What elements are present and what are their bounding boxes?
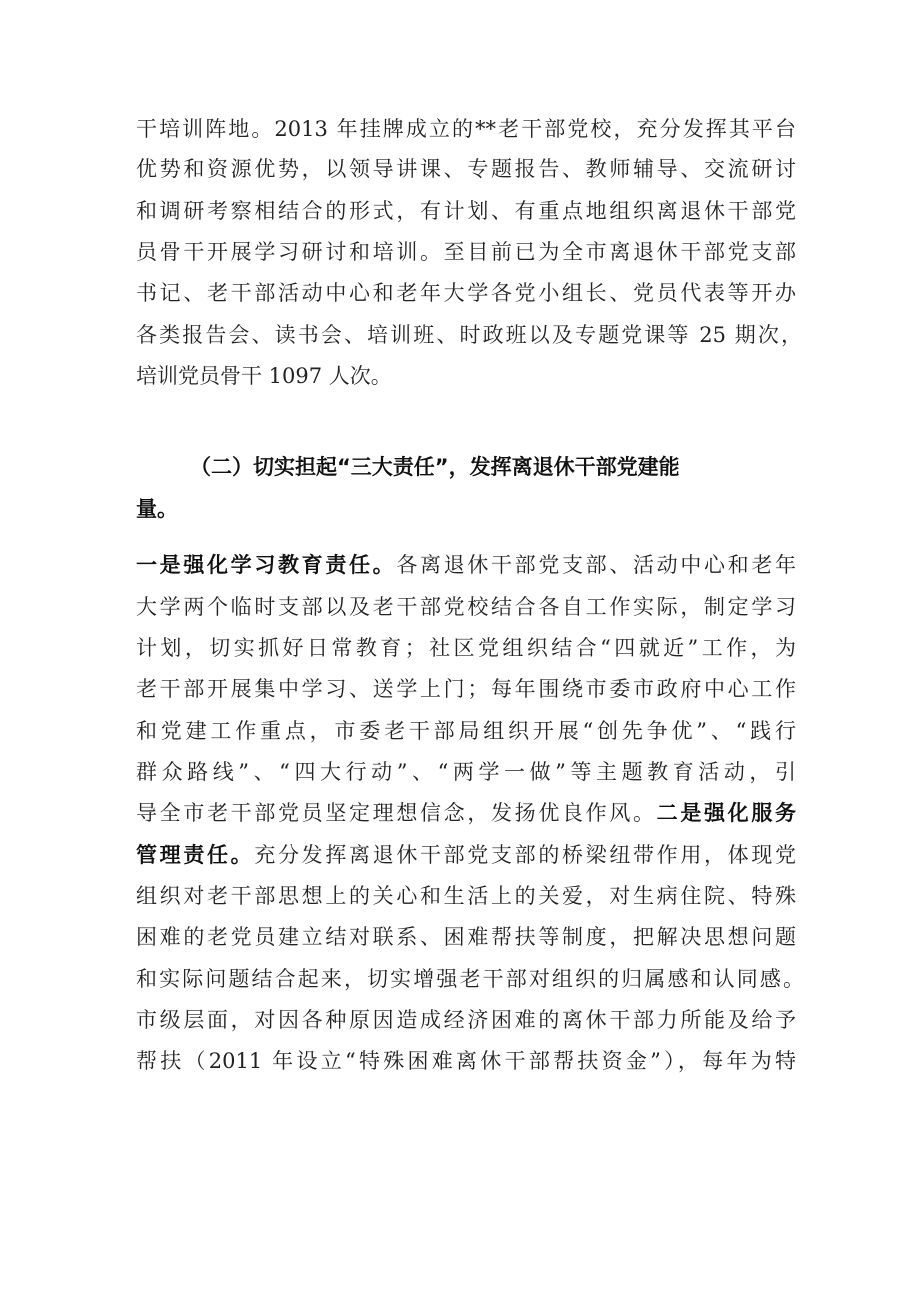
paragraph-line: 干培训阵地。2013 年挂牌成立的**老干部党校，充分发挥其平台 xyxy=(136,117,796,141)
paragraph-text: 充分发挥离退休干部党支部的桥梁纽带作用，体现党 xyxy=(254,843,797,867)
paragraph-line xyxy=(136,840,796,870)
paragraph-line: 优势和资源优势，以领导讲课、专题报告、教师辅导、交流研讨 xyxy=(136,157,796,181)
paragraph-line: 和调研考察相结合的形式，有计划、有重点地组织离退休干部党 xyxy=(136,199,796,223)
section-heading-continued: 量。 xyxy=(136,497,178,521)
paragraph-line: 计划，切实抓好日常教育；社区党组织结合“四就近”工作，为 xyxy=(136,636,796,660)
paragraph-line: 和党建工作重点，市委老干部局组织开展“创先争优”、“践行 xyxy=(136,719,796,743)
bold-lead-phrase: 管理责任。 xyxy=(136,843,255,867)
paragraph-line xyxy=(136,550,796,580)
paragraph-text: 各离退休干部党支部、活动中心和老年 xyxy=(396,553,797,577)
paragraph-line: 市级层面，对因各种原因造成经济困难的离休干部力所能及给予 xyxy=(136,1008,796,1032)
section-heading: （二）切实担起“三大责任”，发挥离退休干部党建能 xyxy=(190,455,680,479)
paragraph-line: 组织对老干部思想上的关心和生活上的关爱，对生病住院、特殊 xyxy=(136,884,796,908)
paragraph-line: 书记、老干部活动中心和老年大学各党小组长、党员代表等开办 xyxy=(136,281,796,305)
paragraph-line: 大学两个临时支部以及老干部党校结合各自工作实际，制定学习 xyxy=(136,595,796,619)
paragraph-line: 老干部开展集中学习、送学上门；每年围绕市委市政府中心工作 xyxy=(136,677,796,701)
paragraph-line: 各类报告会、读书会、培训班、时政班以及专题党课等 25 期次， xyxy=(136,323,802,347)
paragraph-line: 培训党员骨干 1097 人次。 xyxy=(136,364,392,388)
paragraph-line: 和实际问题结合起来，切实增强老干部对组织的归属感和认同感。 xyxy=(136,967,804,991)
paragraph-line: 困难的老党员建立结对联系、困难帮扶等制度，把解决思想问题 xyxy=(136,925,796,949)
paragraph-line xyxy=(136,798,796,828)
bold-lead-phrase: 一是强化学习教育责任。 xyxy=(136,553,397,577)
paragraph-line: 帮扶（2011 年设立“特殊困难离休干部帮扶资金”），每年为特 xyxy=(136,1049,796,1073)
paragraph-text: 导全市老干部党员坚定理想信念，发扬优良作风。 xyxy=(136,801,657,825)
paragraph-line: 群众路线”、“四大行动”、“两学一做”等主题教育活动，引 xyxy=(136,760,796,784)
bold-lead-phrase: 二是强化服务 xyxy=(656,801,797,825)
paragraph-line: 员骨干开展学习研讨和培训。至目前已为全市离退休干部党支部 xyxy=(136,240,796,264)
